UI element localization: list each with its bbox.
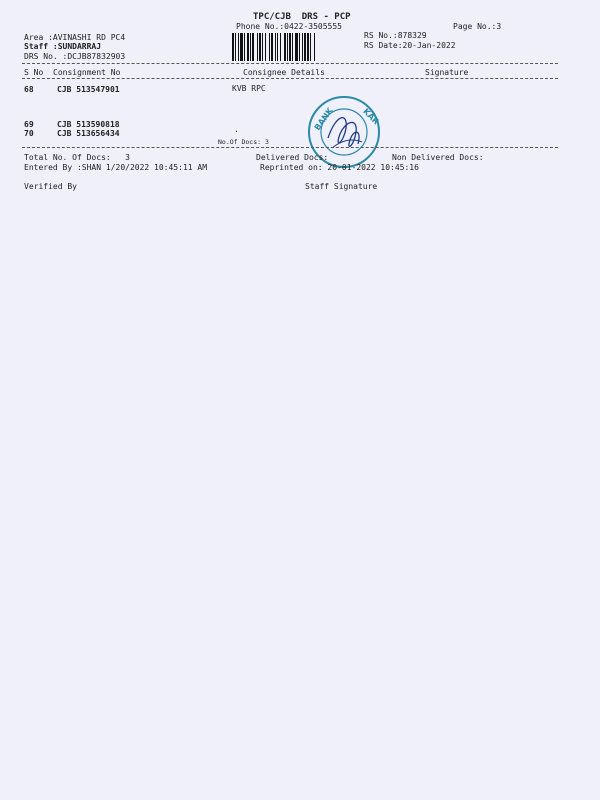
staff-signature-label: Staff Signature — [305, 182, 378, 191]
row-sno: 70 — [24, 129, 34, 138]
non-delivered-docs: Non Delivered Docs: — [392, 153, 484, 162]
staff-label: Staff :SUNDARRAJ — [24, 42, 102, 51]
docs-count: No.Of Docs: 3 — [218, 138, 269, 146]
row-sno: 69 — [24, 120, 34, 129]
divider-bottom — [22, 147, 558, 148]
divider-top — [22, 63, 558, 64]
phone-number: Phone No.:0422-3505555 — [236, 22, 342, 31]
svg-text:BANK: BANK — [312, 106, 335, 133]
col-header-consignee: Consignee Details — [243, 68, 325, 77]
barcode-image — [232, 33, 356, 61]
row-consignment: CJB 513656434 — [57, 129, 120, 138]
rs-date: RS Date:20-Jan-2022 — [364, 41, 456, 50]
reprinted-on: Reprinted on: 20-01-2022 10:45:16 — [260, 163, 419, 172]
col-header-consignment: Consignment No — [53, 68, 121, 77]
page-number: Page No.:3 — [453, 22, 502, 31]
area-label: Area :AVINASHI RD PC4 — [24, 33, 126, 42]
total-docs: Total No. Of Docs: 3 — [24, 153, 130, 162]
drs-number: DRS No. :DCJB87832903 — [24, 52, 126, 61]
dot-mark: . — [234, 125, 239, 134]
entered-by: Entered By :SHAN 1/20/2022 10:45:11 AM — [24, 163, 208, 172]
col-header-sno: S No — [24, 68, 44, 77]
svg-text:KAR: KAR — [361, 106, 381, 127]
row-consignee: KVB RPC — [232, 84, 266, 93]
delivered-docs: Delivered Docs: — [256, 153, 329, 162]
divider-header — [22, 78, 558, 79]
row-consignment: CJB 513547901 — [57, 85, 120, 94]
row-consignment: CJB 513590818 — [57, 120, 120, 129]
row-sno: 68 — [24, 85, 34, 94]
document-title: TPC/CJB DRS - PCP — [253, 12, 351, 22]
rs-number: RS No.:878329 — [364, 31, 427, 40]
col-header-signature: Signature — [425, 68, 469, 77]
verified-by-label: Verified By — [24, 182, 77, 191]
